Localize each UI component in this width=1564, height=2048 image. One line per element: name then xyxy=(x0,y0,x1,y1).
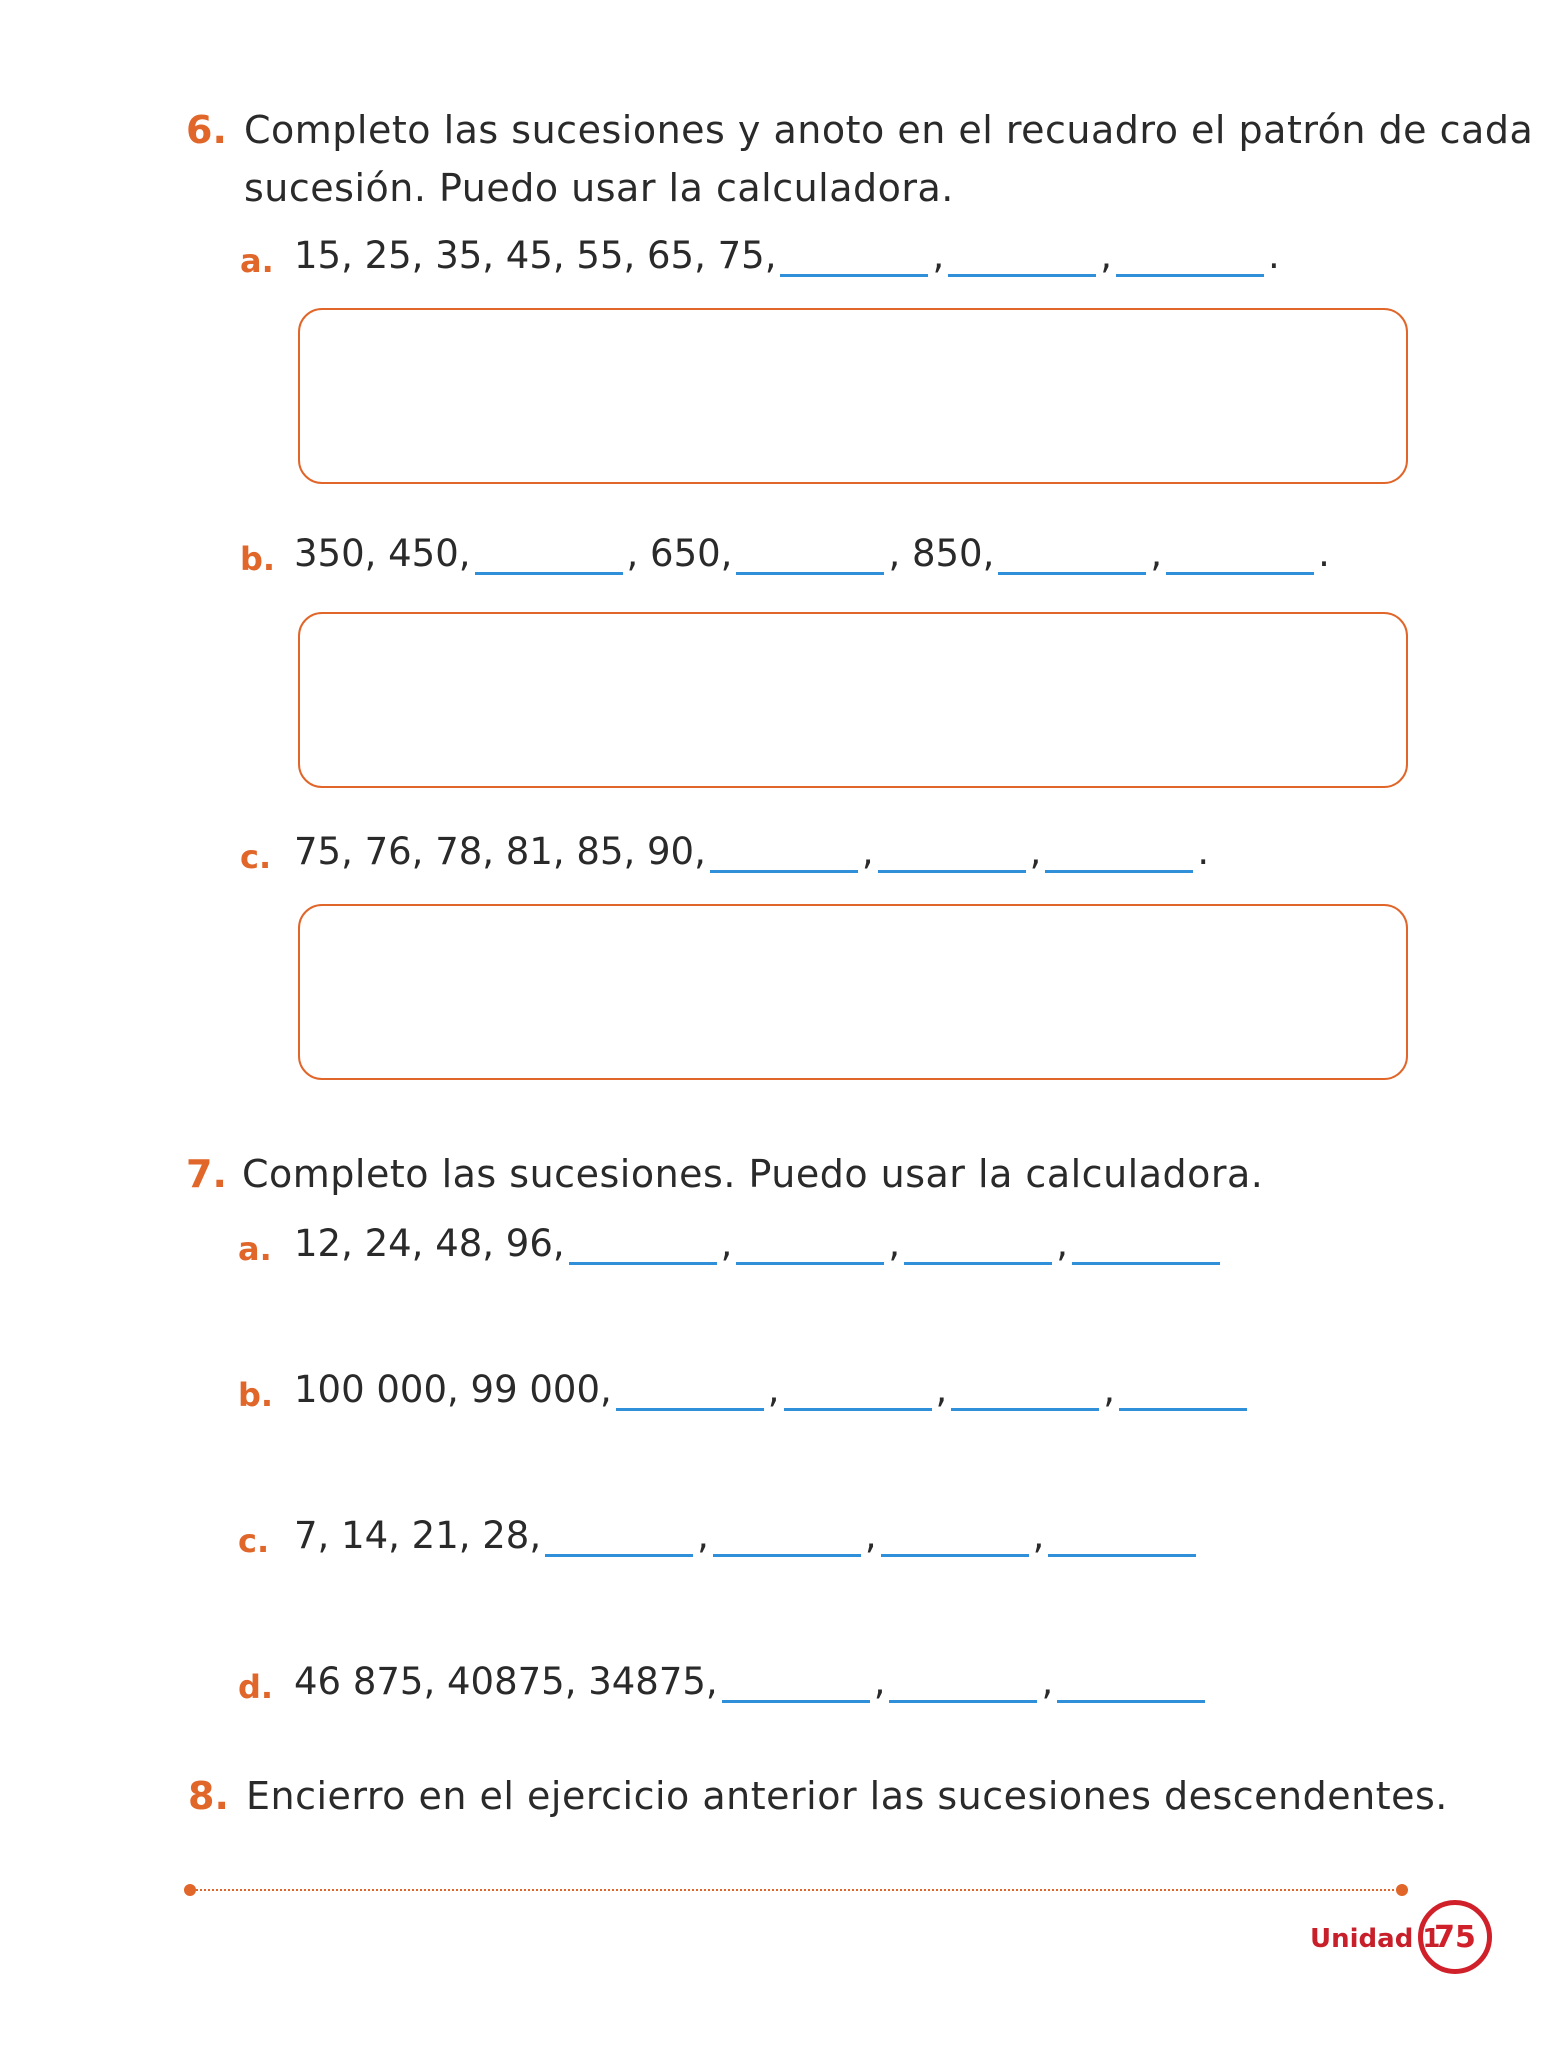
answer-blank[interactable] xyxy=(1119,1374,1247,1411)
page-number-badge xyxy=(1418,1900,1492,1974)
answer-blank[interactable] xyxy=(710,836,858,873)
answer-blank[interactable] xyxy=(889,1666,1037,1703)
comma: , xyxy=(935,1368,948,1411)
exercise-6a-label: a. xyxy=(240,242,274,280)
comma: , xyxy=(932,234,945,277)
comma: , xyxy=(1103,1368,1116,1411)
exercise-6b-sequence xyxy=(294,532,1330,575)
exercise-8-instruction: Encierro en el ejercicio anterior las sucesiones descendentes. xyxy=(246,1774,1448,1818)
pattern-answer-box-6b[interactable] xyxy=(298,612,1408,788)
answer-blank[interactable] xyxy=(1045,836,1193,873)
exercise-7a-sequence xyxy=(294,1222,1224,1265)
footer-dotted-line xyxy=(196,1889,1398,1891)
answer-blank[interactable] xyxy=(616,1374,764,1411)
answer-blank[interactable] xyxy=(1072,1228,1220,1265)
comma: , xyxy=(873,1660,886,1703)
answer-blank[interactable] xyxy=(475,538,623,575)
answer-blank[interactable] xyxy=(878,836,1026,873)
pattern-answer-box-6a[interactable] xyxy=(298,308,1408,484)
exercise-6-instruction-line1: Completo las sucesiones y anoto en el recuadro el patrón de cada xyxy=(244,108,1534,152)
exercise-7d-label: d. xyxy=(238,1668,274,1706)
comma: , xyxy=(861,830,874,873)
exercise-7-number: 7. xyxy=(186,1152,227,1196)
answer-blank[interactable] xyxy=(713,1520,861,1557)
exercise-7d-sequence xyxy=(294,1660,1209,1703)
exercise-7b-sequence xyxy=(294,1368,1251,1411)
sequence-given-terms: 12, 24, 48, 96, xyxy=(294,1222,565,1265)
answer-blank[interactable] xyxy=(780,240,928,277)
answer-blank[interactable] xyxy=(881,1520,1029,1557)
sequence-given-terms: 100 000, 99 000, xyxy=(294,1368,612,1411)
exercise-7a-label: a. xyxy=(238,1230,272,1268)
sequence-given-terms: 7, 14, 21, 28, xyxy=(294,1514,542,1557)
sequence-given-terms: 46 875, 40875, 34875, xyxy=(294,1660,718,1703)
comma: , xyxy=(888,1222,901,1265)
unit-label: Unidad 1 xyxy=(1310,1924,1441,1954)
period: . xyxy=(1318,532,1330,575)
exercise-8-number: 8. xyxy=(188,1774,229,1818)
exercise-7-instruction: Completo las sucesiones. Puedo usar la calculadora. xyxy=(242,1152,1264,1196)
answer-blank[interactable] xyxy=(1116,240,1264,277)
comma: , xyxy=(1150,532,1163,575)
sequence-given-terms: 75, 76, 78, 81, 85, 90, xyxy=(294,830,706,873)
page-number: 75 xyxy=(1434,1919,1476,1955)
comma: , xyxy=(1056,1222,1068,1265)
comma: , xyxy=(1032,1514,1045,1557)
comma: , xyxy=(864,1514,877,1557)
exercise-6b-label: b. xyxy=(240,540,276,578)
answer-blank[interactable] xyxy=(951,1374,1099,1411)
exercise-6c-label: c. xyxy=(240,838,272,876)
exercise-6-number: 6. xyxy=(186,108,227,152)
sequence-given-terms: , 850, xyxy=(888,532,995,575)
exercise-6a-sequence xyxy=(294,234,1280,277)
pattern-answer-box-6c[interactable] xyxy=(298,904,1408,1080)
exercise-6-instruction-line2: sucesión. Puedo usar la calculadora. xyxy=(244,166,954,210)
sequence-given-terms: , 650, xyxy=(626,532,733,575)
exercise-7b-label: b. xyxy=(238,1376,274,1414)
sequence-given-terms: 15, 25, 35, 45, 55, 65, 75, xyxy=(294,234,777,277)
answer-blank[interactable] xyxy=(545,1520,693,1557)
period: . xyxy=(1268,234,1280,277)
answer-blank[interactable] xyxy=(784,1374,932,1411)
exercise-7c-sequence xyxy=(294,1514,1200,1557)
period: . xyxy=(1197,830,1210,873)
answer-blank[interactable] xyxy=(736,538,884,575)
answer-blank[interactable] xyxy=(1166,538,1314,575)
comma: , xyxy=(767,1368,780,1411)
answer-blank[interactable] xyxy=(1057,1666,1205,1703)
comma: , xyxy=(1041,1660,1054,1703)
footer-line-start-dot xyxy=(184,1884,196,1896)
answer-blank[interactable] xyxy=(722,1666,870,1703)
answer-blank[interactable] xyxy=(948,240,1096,277)
comma: , xyxy=(1029,830,1042,873)
comma: , xyxy=(720,1222,733,1265)
exercise-7c-label: c. xyxy=(238,1522,270,1560)
answer-blank[interactable] xyxy=(998,538,1146,575)
comma: , xyxy=(697,1514,709,1557)
answer-blank[interactable] xyxy=(736,1228,884,1265)
exercise-6c-sequence xyxy=(294,830,1209,873)
footer-line-end-dot xyxy=(1396,1884,1408,1896)
answer-blank[interactable] xyxy=(1048,1520,1196,1557)
answer-blank[interactable] xyxy=(904,1228,1052,1265)
answer-blank[interactable] xyxy=(569,1228,717,1265)
comma: , xyxy=(1100,234,1112,277)
sequence-given-terms: 350, 450, xyxy=(294,532,471,575)
